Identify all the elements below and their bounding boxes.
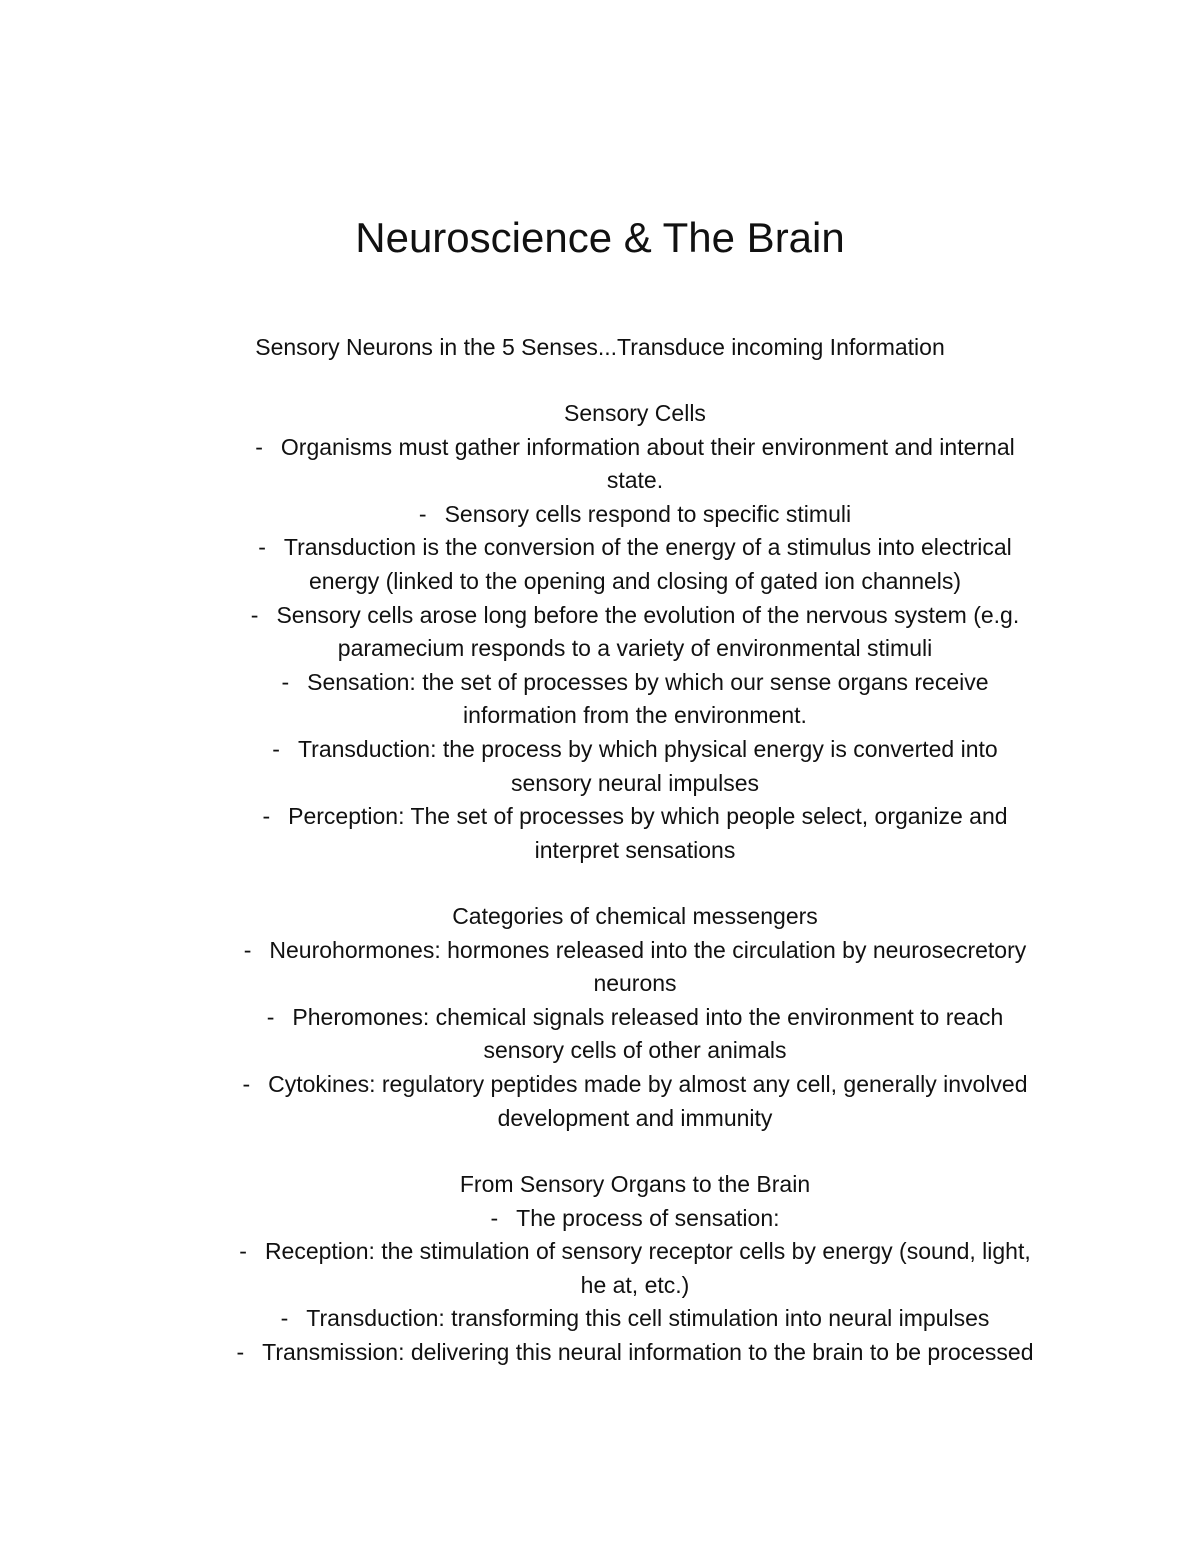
bullet-dash: - [266, 1003, 275, 1030]
bullet-item [170, 1235, 1100, 1302]
bullet-text: Transduction: transforming this cell stimulation into neural impulses [306, 1305, 990, 1332]
bullet-dash: - [272, 735, 280, 762]
bullet-item [170, 431, 1100, 498]
bullet-dash: - [262, 803, 271, 830]
bullet-text: Transmission: delivering this neural information to the brain to be processed [262, 1338, 1034, 1365]
bullet-item [170, 531, 1100, 598]
bullet-text: Organisms must gather information about their environment and internal state. [280, 433, 1015, 494]
bullet-item [170, 498, 1100, 532]
section-heading: Categories of chemical messengers [452, 903, 818, 929]
bullet-item [170, 1336, 1100, 1370]
bullet-dash: - [255, 433, 263, 460]
bullet-dash: - [242, 1070, 251, 1097]
bullet-dash: - [258, 534, 266, 561]
section-heading: Sensory Cells [564, 400, 706, 426]
bullet-item [170, 1068, 1100, 1135]
section-chemical-messengers [170, 900, 1100, 1135]
bullet-dash: - [236, 1338, 245, 1365]
bullet-text: Neurohormones: hormones released into the circulation by neurosecretory neurons [269, 936, 1027, 997]
bullet-item [170, 666, 1100, 733]
bullet-dash: - [250, 601, 259, 628]
bullet-item [170, 1302, 1100, 1336]
section-sensory-organs-to-brain [170, 1168, 1100, 1370]
bullet-item [170, 934, 1100, 1001]
bullet-dash: - [418, 500, 427, 527]
bullet-dash: - [280, 1305, 289, 1332]
bullet-item [170, 733, 1100, 800]
bullet-text: Reception: the stimulation of sensory receptor cells by energy (sound, light, he at, etc.) [264, 1238, 1031, 1298]
bullet-dash: - [281, 668, 290, 695]
bullet-text: Sensory cells arose long before the evolution of the nervous system (e.g. paramecium responds to a variety of environmental stimuli [276, 601, 1020, 662]
section-heading: From Sensory Organs to the Brain [459, 1171, 811, 1197]
bullet-text: Pheromones: chemical signals released into the environment to reach sensory cells of other animals [292, 1003, 1004, 1064]
bullet-item [170, 1202, 1100, 1236]
bullet-dash: - [239, 1238, 247, 1265]
bullet-dash: - [243, 936, 252, 963]
bullet-text: Sensation: the set of processes by which our sense organs receive information from the environment. [307, 668, 989, 729]
document-title: Neuroscience & The Brain [355, 214, 845, 261]
bullet-item [170, 800, 1100, 867]
bullet-text: Cytokines: regulatory peptides made by almost any cell, generally involved development and immunity [268, 1070, 1028, 1131]
bullet-text: Transduction: the process by which physical energy is converted into sensory neural impulses [297, 735, 998, 796]
bullet-text: The process of sensation: [516, 1204, 780, 1231]
bullet-dash: - [490, 1204, 499, 1231]
bullet-text: Perception: The set of processes by which people select, organize and interpret sensations [288, 803, 1008, 863]
bullet-item [170, 1001, 1100, 1068]
bullet-text: Sensory cells respond to specific stimuli [444, 500, 852, 527]
bullet-item [170, 599, 1100, 666]
section-sensory-cells [170, 397, 1100, 867]
bullet-text: Transduction is the conversion of the energy of a stimulus into electrical energy (linked to the opening and closing of gated ion channels) [283, 534, 1012, 594]
document-subtitle: Sensory Neurons in the 5 Senses...Transduce incoming Information [255, 334, 945, 360]
